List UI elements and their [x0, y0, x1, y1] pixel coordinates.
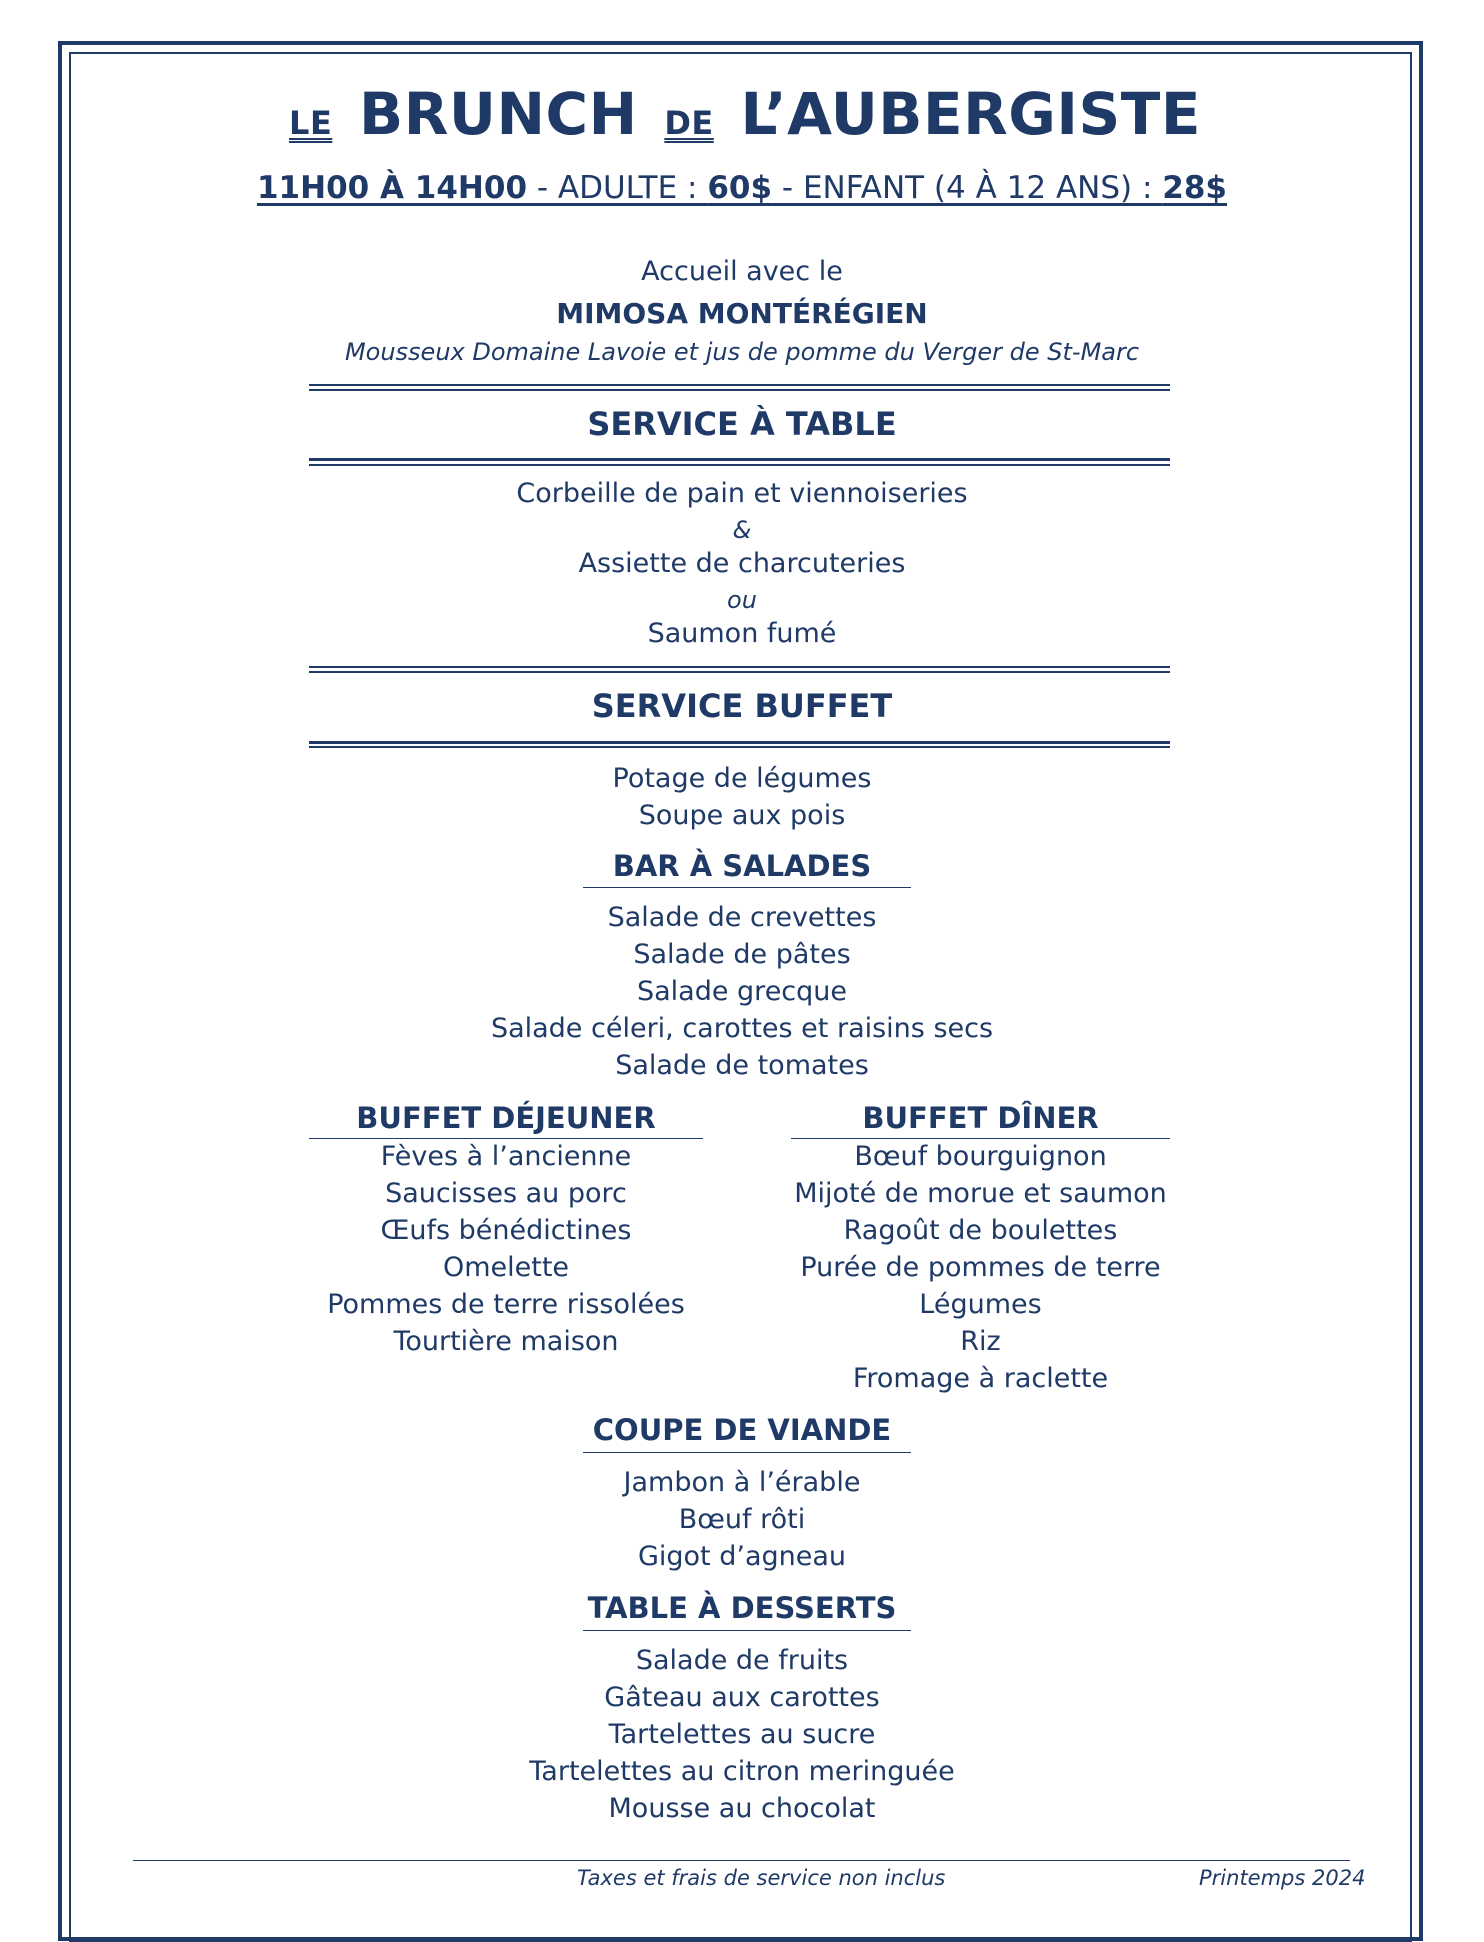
service-connector-or: ou [727, 586, 757, 614]
service-connector-and: & [732, 516, 752, 544]
underline [583, 887, 911, 888]
soup-item: Potage de légumes [612, 763, 872, 794]
child-price: 28$ [1162, 170, 1227, 206]
hours: 11H00 À 14H00 [256, 170, 528, 206]
dinner-item: Ragoût de boulettes [843, 1215, 1118, 1246]
underline [583, 1630, 911, 1631]
footer-taxes-note: Taxes et frais de service non inclus [577, 1866, 946, 1890]
dessert-item: Tartelettes au sucre [608, 1719, 876, 1750]
dinner-item: Mijoté de morue et saumon [794, 1178, 1167, 1209]
footer-divider [133, 1860, 1350, 1861]
divider-line [309, 464, 1170, 466]
welcome-intro: Accueil avec le [641, 256, 843, 287]
dinner-item: Légumes [919, 1289, 1042, 1320]
salad-item: Salade de crevettes [607, 902, 877, 933]
service-item-salmon: Saumon fumé [647, 618, 837, 649]
meat-item: Jambon à l’érable [623, 1467, 861, 1498]
welcome-description: Mousseux Domaine Lavoie et jus de pomme du Verger de St-Marc [344, 338, 1140, 366]
divider-line [309, 389, 1170, 391]
breakfast-item: Saucisses au porc [385, 1178, 627, 1209]
salad-item: Salade de pâtes [633, 939, 851, 970]
title-aubergiste: L’AUBERGISTE [740, 80, 1201, 148]
divider-line [309, 384, 1170, 386]
divider-line [309, 666, 1170, 668]
dessert-item: Mousse au chocolat [608, 1793, 876, 1824]
breakfast-item: Pommes de terre rissolées [327, 1289, 685, 1320]
footer-season: Printemps 2024 [1199, 1866, 1366, 1890]
section-title-salad-bar: BAR À SALADES [612, 849, 872, 883]
dinner-item: Purée de pommes de terre [800, 1252, 1161, 1283]
hours-and-prices [0, 168, 1484, 208]
page-title [0, 78, 1484, 159]
salad-item: Salade grecque [636, 976, 848, 1007]
divider-line [309, 458, 1170, 461]
dessert-item: Tartelettes au citron meringuée [529, 1756, 955, 1787]
section-title-breakfast-buffet: BUFFET DÉJEUNER [356, 1101, 656, 1135]
welcome-drink: MIMOSA MONTÉRÉGIEN [556, 297, 928, 330]
meat-item: Bœuf rôti [678, 1504, 806, 1535]
soup-item: Soupe aux pois [638, 800, 846, 831]
child-label: - ENFANT (4 À 12 ANS) : [772, 170, 1163, 206]
salad-item: Salade de tomates [615, 1050, 869, 1081]
breakfast-item: Tourtière maison [393, 1326, 619, 1357]
adult-price: 60$ [707, 170, 773, 206]
section-title-dinner-buffet: BUFFET DÎNER [862, 1101, 1099, 1135]
section-title-dessert-table: TABLE À DESSERTS [587, 1591, 897, 1625]
underline [583, 1452, 911, 1453]
service-item-charcuterie: Assiette de charcuteries [578, 548, 906, 579]
service-item-bread: Corbeille de pain et viennoiseries [516, 478, 968, 509]
breakfast-item: Fèves à l’ancienne [380, 1141, 632, 1172]
dinner-item: Riz [960, 1326, 1001, 1357]
dessert-item: Salade de fruits [635, 1645, 849, 1676]
divider-line [309, 741, 1170, 744]
divider-line [309, 746, 1170, 748]
breakfast-item: Œufs bénédictines [380, 1215, 632, 1246]
title-le: LE [289, 104, 333, 142]
title-brunch: BRUNCH [359, 80, 638, 148]
dinner-item: Fromage à raclette [852, 1363, 1109, 1394]
section-title-service-table: SERVICE À TABLE [587, 405, 897, 443]
divider-line [309, 671, 1170, 673]
dessert-item: Gâteau aux carottes [604, 1682, 880, 1713]
breakfast-item: Omelette [442, 1252, 570, 1283]
dinner-item: Bœuf bourguignon [854, 1141, 1107, 1172]
adult-label: - ADULTE : [527, 170, 708, 206]
section-title-service-buffet: SERVICE BUFFET [591, 687, 893, 725]
meat-item: Gigot d’agneau [637, 1541, 847, 1572]
title-de: DE [664, 104, 714, 142]
section-title-meat-carving: COUPE DE VIANDE [592, 1413, 892, 1447]
salad-item: Salade céleri, carottes et raisins secs [490, 1013, 994, 1044]
